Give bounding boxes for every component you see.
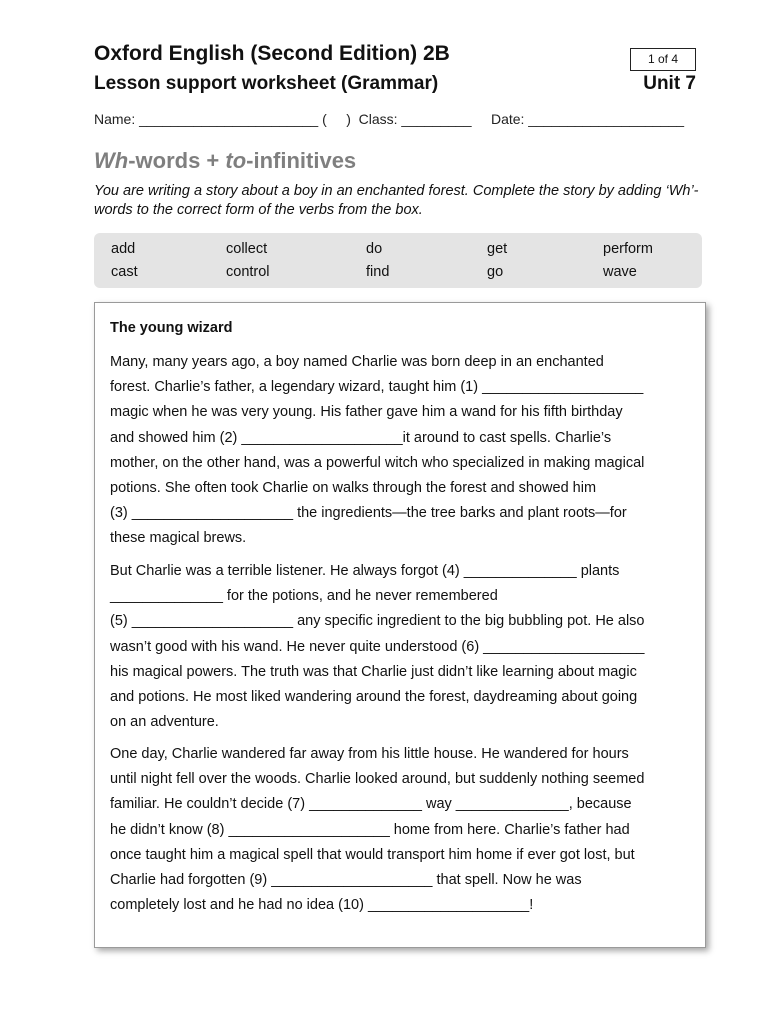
story-line: magic when he was very young. His father gave him a wand for his fifth birthday bbox=[110, 404, 623, 421]
story-line: One day, Charlie wandered far away from his little house. He wandered for hours bbox=[110, 746, 629, 762]
story-line: once taught him a magical spell that would transport him home if ever got lost, but bbox=[110, 846, 635, 863]
word-item: perform bbox=[603, 241, 653, 257]
word-item: cast bbox=[111, 264, 138, 280]
story-line: familiar. He couldn’t decide (7) ______________ way ______________, because bbox=[110, 796, 632, 813]
story-line: wasn’t good with his wand. He never quite understood (6) ____________________ bbox=[110, 638, 645, 655]
story-line: potions. She often took Charlie on walks through the forest and showed him bbox=[110, 480, 597, 497]
word-item: collect bbox=[226, 241, 268, 257]
section-title-mid: -words + bbox=[128, 148, 226, 173]
word-item: go bbox=[487, 264, 504, 280]
story-paragraph-2 bbox=[110, 559, 690, 735]
story-line: and potions. He most liked wandering around the forest, daydreaming about going bbox=[110, 689, 638, 706]
story-line: completely lost and he had no idea (10) ____________________! bbox=[110, 897, 534, 914]
story-title: The young wizard bbox=[110, 320, 233, 336]
word-item: control bbox=[226, 264, 270, 280]
story-paragraph-3 bbox=[110, 742, 690, 918]
word-item: add bbox=[111, 241, 136, 257]
story-line: (3) ____________________ the ingredients—the tree barks and plant roots—for bbox=[110, 505, 627, 522]
word-item: wave bbox=[603, 264, 637, 280]
word-box bbox=[94, 233, 702, 288]
story-line: ______________ for the potions, and he never remembered bbox=[110, 588, 498, 605]
story-line: Many, many years ago, a boy named Charlie was born deep in an enchanted bbox=[110, 354, 604, 370]
word-item: do bbox=[366, 241, 383, 257]
story-line: he didn’t know (8) ____________________ home from here. Charlie’s father had bbox=[110, 821, 630, 838]
section-title bbox=[94, 148, 356, 174]
student-info-row: Name: _______________________ ( ) Class: _________ Date: ____________________ bbox=[94, 111, 685, 127]
unit-label: Unit 7 bbox=[643, 73, 696, 94]
word-item: find bbox=[366, 264, 390, 280]
section-title-to: to bbox=[225, 148, 247, 173]
instructions: You are writing a story about a boy in an enchanted forest. Complete the story by adding ‘Wh’-words to the correct form of the verbs from the box. bbox=[94, 183, 699, 218]
story-line: and showed him (2) ____________________it around to cast spells. Charlie’s bbox=[110, 429, 612, 446]
story-paragraph-1 bbox=[110, 350, 690, 552]
section-title-end: -infinitives bbox=[246, 148, 357, 173]
story-line: mother, on the other hand, was a powerful witch who specialized in making magical bbox=[110, 454, 645, 471]
story-line: forest. Charlie’s father, a legendary wizard, taught him (1) ____________________ bbox=[110, 379, 644, 396]
worksheet-title: Oxford English (Second Edition) 2B bbox=[94, 42, 450, 65]
story-line: his magical powers. The truth was that Charlie just didn’t like learning about magic bbox=[110, 663, 637, 680]
story-line: until night fell over the woods. Charlie looked around, but suddenly nothing seemed bbox=[110, 771, 645, 788]
page-indicator: 1 of 4 bbox=[630, 48, 696, 71]
story-line: these magical brews. bbox=[110, 530, 247, 547]
story-line: (5) ____________________ any specific ingredient to the big bubbling pot. He also bbox=[110, 613, 645, 630]
story-line: on an adventure. bbox=[110, 714, 219, 731]
word-item: get bbox=[487, 241, 508, 257]
worksheet-subtitle: Lesson support worksheet (Grammar) bbox=[94, 73, 439, 94]
section-title-wh: Wh bbox=[94, 148, 129, 173]
story-line: But Charlie was a terrible listener. He always forgot (4) ______________ plants bbox=[110, 563, 620, 579]
story-line: Charlie had forgotten (9) ____________________ that spell. Now he was bbox=[110, 872, 582, 889]
